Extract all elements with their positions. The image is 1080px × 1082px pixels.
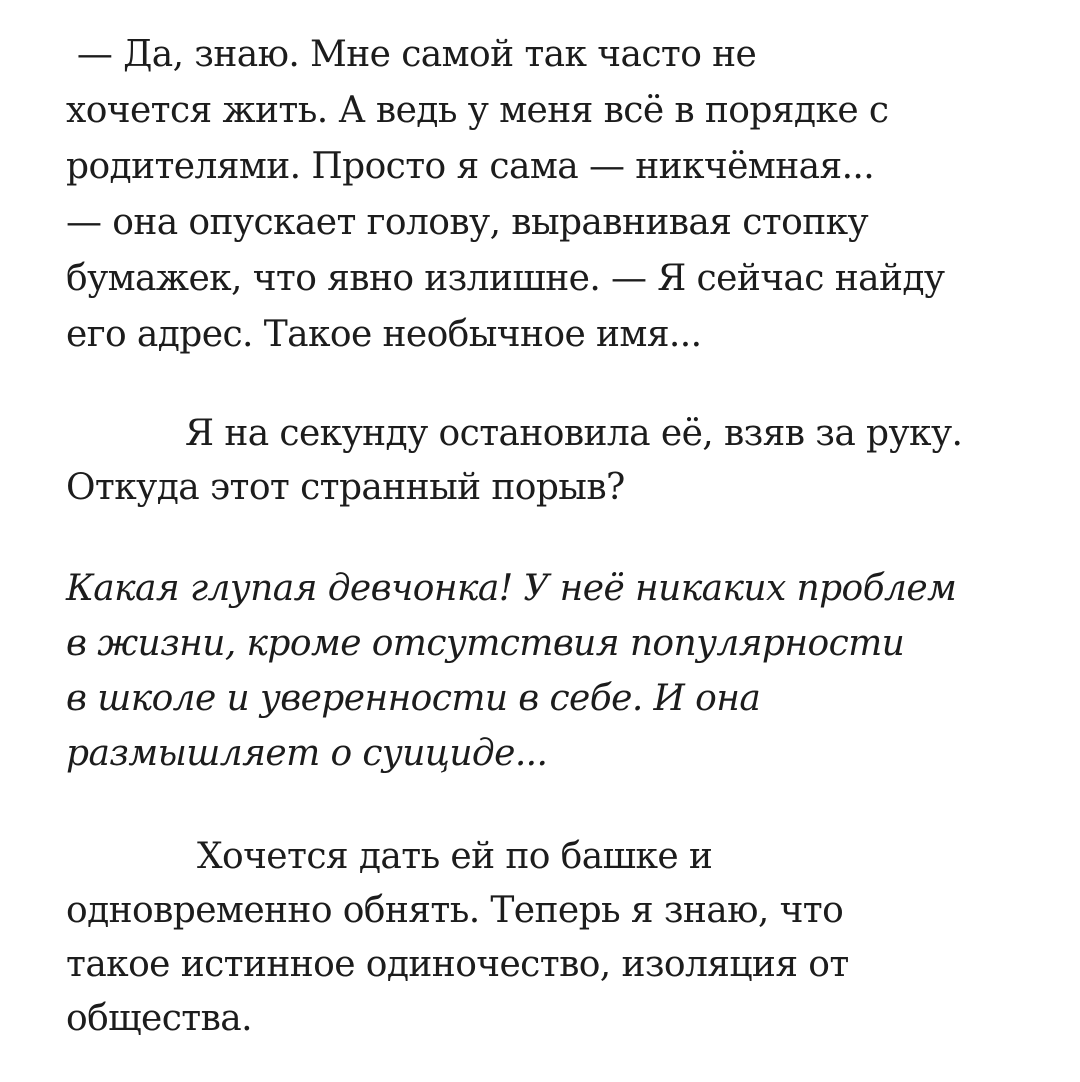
text-line: Откуда этот странный порыв? [66,467,625,508]
text-line: одновременно обнять. Теперь я знаю, что [66,890,844,931]
text-line: в школе и уверенности в себе. И она [66,678,761,719]
text-line: бумажек, что явно излишне. — Я сейчас найду [66,258,945,299]
text-line: Какая глупая девчонка! У неё никаких проблем [66,568,957,609]
text-line: Хочется дать ей по башке и [197,836,713,877]
text-line: его адрес. Такое необычное имя... [66,314,702,355]
text-line: — она опускает голову, выравнивая стопку [66,202,869,243]
text-line: в жизни, кроме отсутствия популярности [66,623,905,664]
text-line: родителями. Просто я сама — никчёмная... [66,146,875,187]
text-line: размышляет о суициде... [66,733,548,774]
text-line: — Да, знаю. Мне самой так часто не [66,34,757,75]
text-line: хочется жить. А ведь у меня всё в порядке с [66,90,889,131]
text-line: общества. [66,998,252,1039]
text-line: Я на секунду остановила её, взяв за руку. [185,413,963,454]
text-line: такое истинное одиночество, изоляция от [66,944,849,985]
